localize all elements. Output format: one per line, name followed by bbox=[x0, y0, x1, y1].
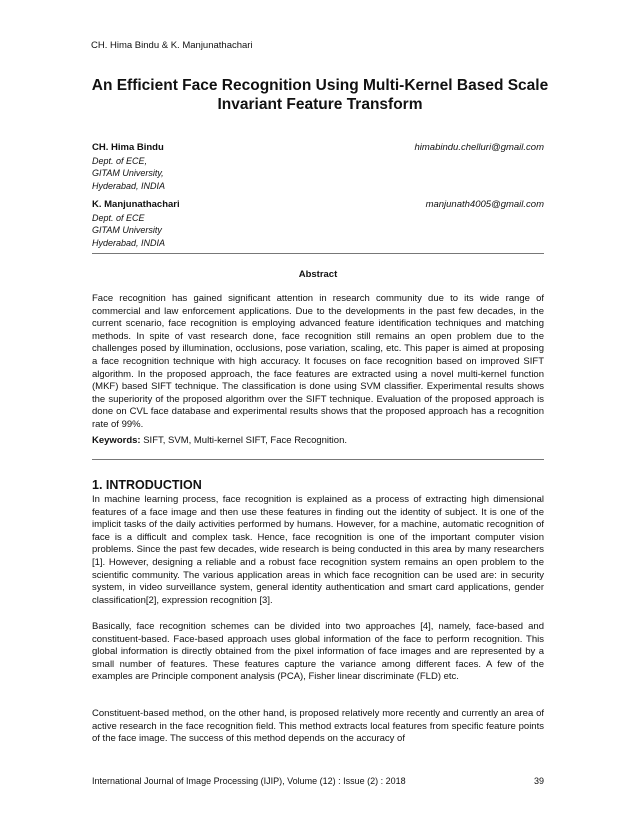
author-email[interactable]: manjunath4005@gmail.com bbox=[425, 199, 544, 210]
running-head: CH. Hima Bindu & K. Manjunathachari bbox=[91, 40, 253, 51]
author-dept: Dept. of ECE, bbox=[92, 155, 148, 166]
author-name: K. Manjunathachari bbox=[92, 199, 180, 210]
page-footer bbox=[92, 776, 544, 786]
section-heading: 1. INTRODUCTION bbox=[92, 478, 202, 492]
abstract-text: Face recognition has gained significant attention in research community due to its wide range of commercial and law enforcement applications. Due to the developments in the past few decades, in the current scenario, face recognition is employing advanced feature identification techniques and matching methods. In spite of vast research done, face recognition still remains an open problem due to the challenges posed by illumination, occlusions, pose variation, scaling, etc. This paper is aimed at proposing a face recognition technique with high accuracy. It focuses on face recognition based on improved SIFT algorithm. In the proposed approach, the face features are extracted using a novel multi-kernel function (MKF) based SIFT technique. The classification is done using SVM classifier. Experimental results shows the superiority of the proposed algorithm over the SIFT technique. Evaluation of the proposed approach is done on CVL face database and experimental results shows that the proposed approach has a recognition rate of 99%. bbox=[92, 293, 544, 430]
keywords bbox=[92, 435, 544, 448]
keywords-label: Keywords: bbox=[92, 435, 141, 446]
title-line-2: Invariant Feature Transform bbox=[217, 96, 423, 113]
title-line-1: An Efficient Face Recognition Using Multi-Kernel Based Scale bbox=[91, 77, 549, 94]
intro-paragraph-3: Constituent-based method, on the other hand, is proposed relatively more recently and currently an area of active research in the face recognition field. This method extracts local features from specific feature points of the face image. The success of this method depends on the accuracy of bbox=[92, 708, 544, 745]
author-city: Hyderabad, INDIA bbox=[92, 180, 166, 191]
author-block-2 bbox=[92, 199, 544, 249]
divider-top bbox=[92, 253, 544, 254]
paper-title bbox=[60, 76, 580, 114]
page-number: 39 bbox=[533, 776, 544, 786]
author-university: GITAM University, bbox=[92, 168, 164, 178]
abstract-heading: Abstract bbox=[298, 269, 338, 280]
author-city: Hyderabad, INDIA bbox=[92, 237, 166, 248]
author-university: GITAM University bbox=[92, 225, 162, 235]
author-name: CH. Hima Bindu bbox=[92, 142, 164, 153]
footer-journal: International Journal of Image Processing (IJIP), Volume (12) : Issue (2) : 2018 bbox=[92, 776, 406, 786]
keywords-text: SIFT, SVM, Multi-kernel SIFT, Face Recognition. bbox=[140, 435, 348, 446]
intro-paragraph-1: In machine learning process, face recognition is explained as a process of extracting high dimensional features of a face image and then use these features in finding out the identity of subject. It is one of the implicit tasks of the daily activities performed by humans. However, for a machine, automatic recognition of face is a difficult and complex task. Hence, face recognition is one of the important computer vision problems. Since the past few decades, wide research is being conducted in this area by many researchers [1]. However, designing a reliable and a robust face recognition system remains an open problem to the scientific community. The various application areas in which face recognition can be used are: in security system, in video surveillance system, general identity authentication and smart card applications, gender classification[2], expression recognition [3]. bbox=[92, 494, 544, 606]
author-block-1 bbox=[92, 142, 544, 192]
author-email[interactable]: himabindu.chelluri@gmail.com bbox=[414, 142, 544, 153]
divider-bottom bbox=[92, 459, 544, 460]
author-dept: Dept. of ECE bbox=[92, 212, 145, 223]
intro-paragraph-2: Basically, face recognition schemes can be divided into two approaches [4], namely, face-based and constituent-based. Face-based approach uses global information of the face to perform recognition. This global information is directly obtained from the pixel information of face images and are represented by a small number of features. These features capture the variance among different faces. A few of the examples are Principle component analysis (PCA), Fisher linear discriminate (FLD) etc. bbox=[92, 621, 544, 683]
